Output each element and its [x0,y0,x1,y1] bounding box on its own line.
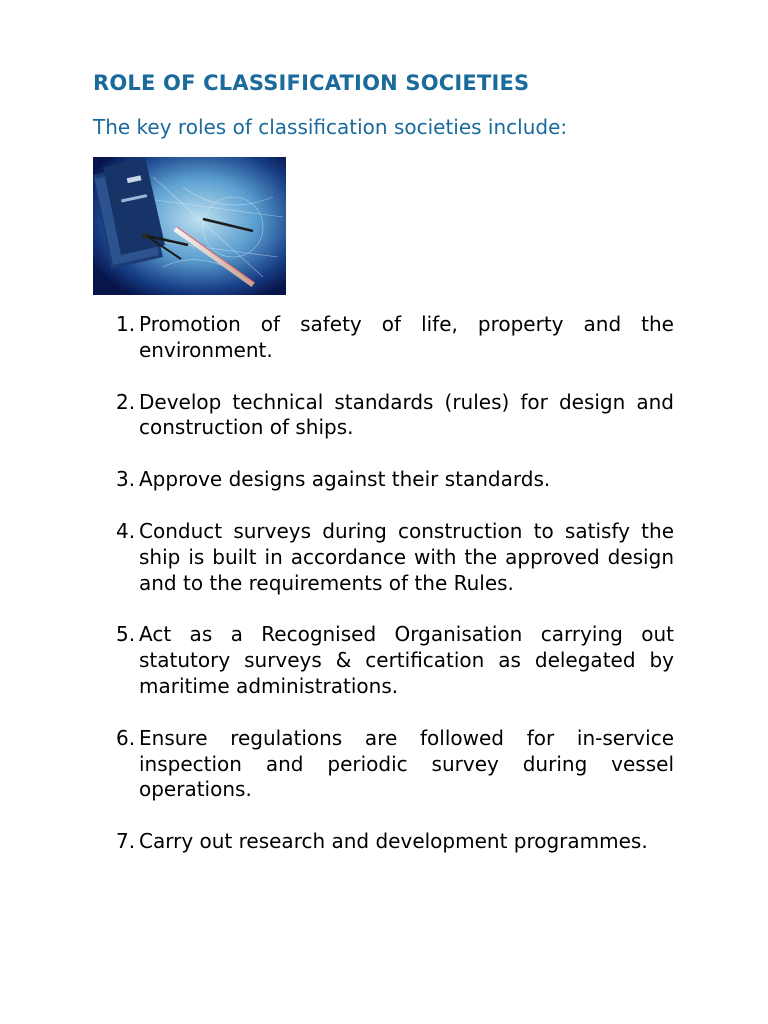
ship-blueprint-photo [93,157,286,295]
list-item-text: Approve designs against their standards. [139,467,551,492]
list-item-text: Conduct surveys during construction to satisfy the ship is built in accordance with the approved design and to the requirements of the Rules. [139,518,674,595]
list-item [116,519,674,596]
list-item [116,312,674,364]
list-item-number: 2. [116,389,136,414]
list-item-text: Promotion of safety of life, property and the environment. [139,312,674,362]
page-subtitle: The key roles of classification societies include: [93,115,568,139]
page-title: ROLE OF CLASSIFICATION SOCIETIES [93,71,530,95]
roles-list [116,312,674,881]
list-item [116,467,674,493]
list-item [116,390,674,442]
list-item-text: Ensure regulations are followed for in-service inspection and periodic survey during vessel operations. [139,725,674,802]
list-item [116,829,674,855]
list-item-number: 6. [116,725,136,750]
list-item-text: Act as a Recognised Organisation carrying out statutory surveys & certification as delegated by maritime administrations. [139,622,674,698]
list-item-text: Develop technical standards (rules) for design and construction of ships. [139,389,674,440]
list-item [116,726,674,803]
list-item-number: 3. [116,467,136,492]
list-item-number: 5. [116,622,136,647]
list-item [116,622,674,699]
list-item-text: Carry out research and development programmes. [139,829,648,854]
list-item-number: 1. [116,312,136,336]
list-item-number: 7. [116,829,136,854]
list-item-number: 4. [116,518,136,543]
